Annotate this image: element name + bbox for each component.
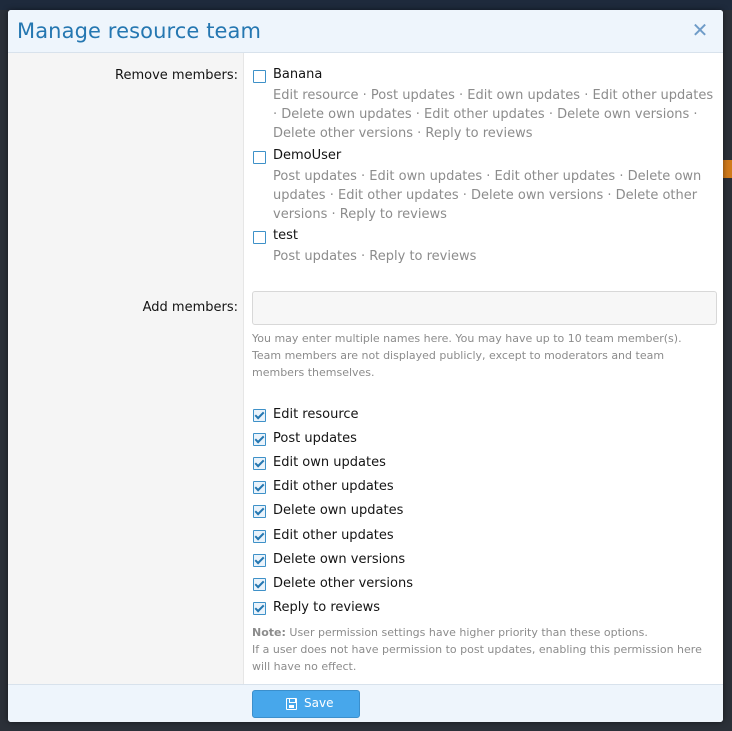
page-backdrop-accent <box>722 160 732 178</box>
permission-label: Delete own updates <box>273 503 404 518</box>
permission-checkbox[interactable] <box>253 481 266 494</box>
permission-checkbox[interactable] <box>253 554 266 567</box>
dialog-title: Manage resource team <box>17 19 262 43</box>
permission-label: Edit other updates <box>273 479 394 494</box>
page-backdrop-top <box>0 0 732 10</box>
manage-team-dialog <box>8 10 723 722</box>
permission-label: Delete own versions <box>273 552 406 567</box>
permission-note <box>252 624 712 675</box>
permission-checkbox[interactable] <box>253 530 266 543</box>
add-members-label: Add members: <box>142 300 238 315</box>
remove-member-checkbox[interactable] <box>253 231 266 244</box>
remove-member-checkbox[interactable] <box>253 70 266 83</box>
remove-members-label: Remove members: <box>115 68 238 83</box>
permission-checkbox[interactable] <box>253 602 266 615</box>
permission-label: Post updates <box>273 431 357 446</box>
close-icon[interactable]: ✕ <box>691 18 709 42</box>
save-button-label: Save <box>304 696 334 710</box>
permission-checkbox[interactable] <box>253 578 266 591</box>
permission-label: Edit other updates <box>273 528 394 543</box>
member-name: test <box>273 228 298 243</box>
note-line-1: User permission settings have higher priority than these options. <box>289 626 648 639</box>
member-name: DemoUser <box>273 148 342 163</box>
member-permissions: Post updates · Reply to reviews <box>273 249 477 264</box>
member-name: Banana <box>273 67 323 82</box>
permission-label: Reply to reviews <box>273 600 381 615</box>
permission-checkbox[interactable] <box>253 457 266 470</box>
member-permissions: Edit resource · Post updates · Edit own updates · Edit other updates · Delete own updates · Edit other updates · Delete own versions · Delete other versions · Reply to reviews <box>273 88 714 141</box>
label-column <box>8 53 244 684</box>
note-line-2: If a user does not have permission to post updates, enabling this permission here will have no effect. <box>252 643 702 673</box>
note-label: Note: <box>252 626 286 639</box>
add-members-input[interactable] <box>252 291 717 325</box>
permission-checkbox[interactable] <box>253 409 266 422</box>
save-icon <box>286 698 297 710</box>
permission-label: Delete other versions <box>273 576 413 591</box>
save-button[interactable] <box>252 690 360 718</box>
dialog-form <box>8 53 723 684</box>
permission-label: Edit own updates <box>273 455 386 470</box>
remove-member-checkbox[interactable] <box>253 151 266 164</box>
dialog-footer <box>8 684 723 722</box>
permission-checkbox[interactable] <box>253 433 266 446</box>
dialog-header <box>8 10 723 53</box>
add-members-hint: You may enter multiple names here. You may have up to 10 team member(s). Team members are not displayed publicly, except to moderators and team members themselves. <box>252 332 682 379</box>
permission-label: Edit resource <box>273 407 359 422</box>
member-permissions: Post updates · Edit own updates · Edit other updates · Delete own updates · Edit other updates · Delete own versions · Delete other versions · Reply to reviews <box>273 169 702 222</box>
permission-checkbox[interactable] <box>253 505 266 518</box>
